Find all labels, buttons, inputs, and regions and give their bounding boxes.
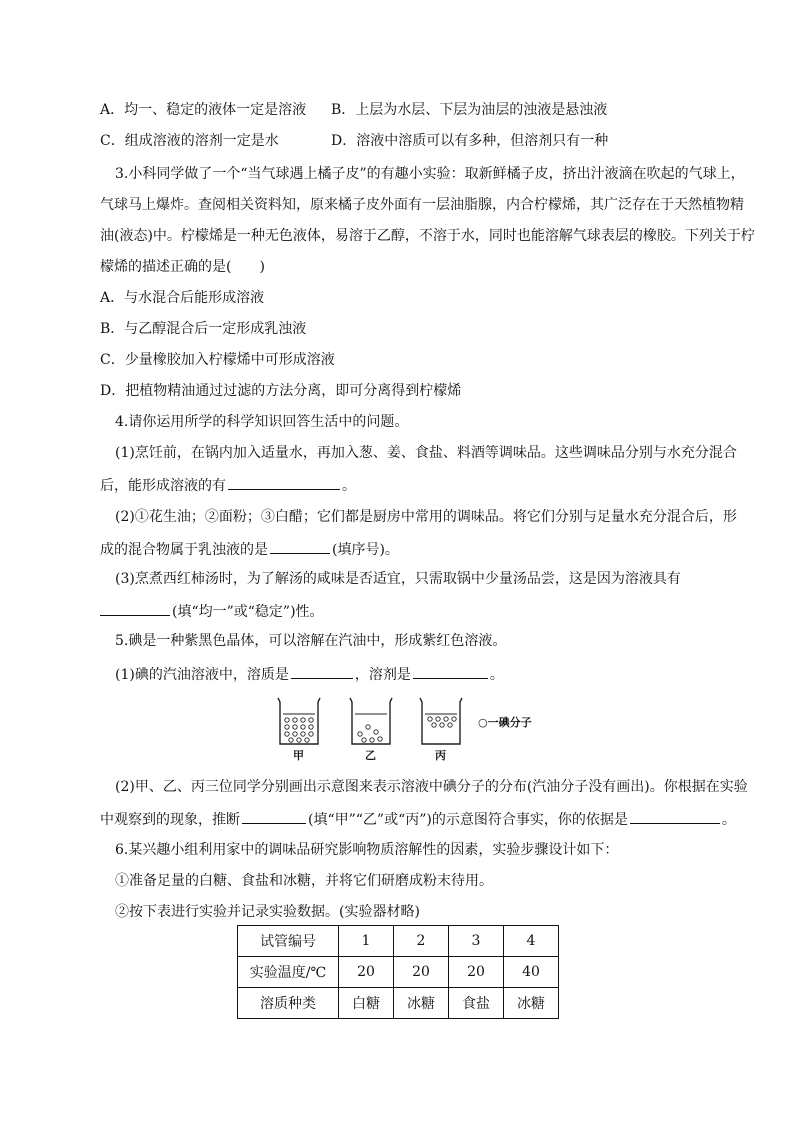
experiment-table xyxy=(237,925,559,1019)
q2-option-c: C．组成溶液的溶剂一定是水 xyxy=(100,133,279,149)
q4-part2-line1: (2)①花生油；②面粉；③白醋；它们都是厨房中常用的调味品。将它们分别与足量水充分混合后，形 xyxy=(115,509,737,525)
q3-stem-line1: 3.小科同学做了一个“当气球遇上橘子皮”的有趣小实验：取新鲜橘子皮，挤出汁液滴在吹起的气球上， xyxy=(115,166,745,182)
q3-option-c: C．少量橡胶加入柠檬烯中可形成溶液 xyxy=(100,352,335,368)
beaker-label-yi: 乙 xyxy=(365,749,376,762)
q2-option-d: D．溶液中溶质可以有多种，但溶剂只有一种 xyxy=(331,133,609,149)
q2-option-a: A．均一、稳定的液体一定是溶液 xyxy=(100,102,307,118)
table-cell: 白糖 xyxy=(339,988,394,1019)
q4-part1-text: 后，能形成溶液的有 xyxy=(100,478,226,494)
q3-stem-line2: 气球马上爆炸。查阅相关资料知，原来橘子皮外面有一层油脂腺，内合柠檬烯，其广泛存在于天然植物精 xyxy=(100,197,744,213)
q5-part2-text: 中观察到的现象，推断 xyxy=(100,812,240,828)
iodine-molecule-legend: ○一碘分子 xyxy=(478,716,532,729)
q5-part1-end: 。 xyxy=(489,667,504,683)
table-cell: 20 xyxy=(449,957,504,988)
q6-step2: ②按下表进行实验并记录实验数据。(实验器材略) xyxy=(115,904,420,920)
table-cell: 食盐 xyxy=(449,988,504,1019)
q5-choice-blank[interactable] xyxy=(242,808,306,824)
iodine-beaker-figure xyxy=(270,692,560,764)
iodine-molecules-bottom xyxy=(358,725,382,742)
q5-stem: 5.碘是一种紫黑色晶体，可以溶解在汽油中，形成紫红色溶液。 xyxy=(115,633,507,649)
q4-part3-line1: (3)烹煮西红柿汤时，为了解汤的咸味是否适宜，只需取锅中少量汤品尝，这是因为溶液具有 xyxy=(115,571,681,587)
q4-part1-line1: (1)烹饪前，在锅内加入适量水，再加入葱、姜、食盐、料酒等调味品。这些调味品分别与水充分混合 xyxy=(115,445,737,461)
q4-part2-end: (填序号)。 xyxy=(332,542,399,558)
table-cell: 20 xyxy=(339,957,394,988)
table-cell: 20 xyxy=(394,957,449,988)
table-cell: 实验温度/℃ xyxy=(238,957,339,988)
table-row xyxy=(238,926,559,957)
table-cell: 3 xyxy=(449,926,504,957)
beaker-label-bing: 丙 xyxy=(435,749,446,762)
q2-option-b: B．上层为水层、下层为油层的浊液是悬浊液 xyxy=(331,102,608,118)
q5-part2-end: 。 xyxy=(721,812,736,828)
table-cell: 冰糖 xyxy=(504,988,559,1019)
iodine-molecules-uniform xyxy=(285,718,313,742)
q4-part1-line2 xyxy=(100,474,356,496)
q5-part2-line2 xyxy=(100,808,736,830)
beaker-label-jia: 甲 xyxy=(293,749,304,762)
table-cell: 40 xyxy=(504,957,559,988)
q4-part1-end: 。 xyxy=(342,478,356,494)
q4-stem: 4.请你运用所学的科学知识回答生活中的问题。 xyxy=(115,414,409,430)
q5-solute-blank[interactable] xyxy=(291,663,353,679)
table-cell: 2 xyxy=(394,926,449,957)
iodine-molecules-top xyxy=(428,717,456,727)
q3-stem-line4: 檬烯的描述正确的是( ) xyxy=(100,259,265,275)
q5-part1-line xyxy=(115,663,504,685)
q3-stem-line3: 油(液态)中。柠檬烯是一种无色液体，易溶于乙醇，不溶于水，同时也能溶解气球表层的橡胶。下列关于柠 xyxy=(100,228,755,244)
q5-part2-mid: (填“甲”“乙”或“丙”)的示意图符合事实，你的依据是 xyxy=(308,812,628,828)
table-cell: 1 xyxy=(339,926,394,957)
q4-part1-blank[interactable] xyxy=(228,474,340,490)
table-cell: 试管编号 xyxy=(238,926,339,957)
q5-part1-mid: ，溶剂是 xyxy=(354,667,411,683)
q4-part2-blank[interactable] xyxy=(270,538,330,554)
q5-part2-line1: (2)甲、乙、丙三位同学分别画出示意图来表示溶液中碘分子的分布(汽油分子没有画出)。你根据在实验 xyxy=(115,779,748,795)
q4-part2-line2 xyxy=(100,538,399,560)
beaker-yi xyxy=(350,698,392,744)
q3-option-a: A．与水混合后能形成溶液 xyxy=(100,290,265,306)
q5-reason-blank[interactable] xyxy=(630,808,720,824)
q5-solvent-blank[interactable] xyxy=(413,663,488,679)
beaker-bing xyxy=(420,698,462,744)
beaker-jia xyxy=(278,698,320,744)
q5-part1-text: (1)碘的汽油溶液中，溶质是 xyxy=(115,667,289,683)
table-cell: 4 xyxy=(504,926,559,957)
q3-option-b: B．与乙醇混合后一定形成乳浊液 xyxy=(100,321,307,337)
q6-step1: ①准备足量的白糖、食盐和冰糖，并将它们研磨成粉末待用。 xyxy=(115,873,493,889)
table-row xyxy=(238,988,559,1019)
q6-stem: 6.某兴趣小组利用家中的调味品研究影响物质溶解性的因素，实验步骤设计如下： xyxy=(115,842,619,858)
q3-option-d: D．把植物精油通过过滤的方法分离，即可分离得到柠檬烯 xyxy=(100,383,462,399)
table-cell: 溶质种类 xyxy=(238,988,339,1019)
q4-part3-blank[interactable] xyxy=(100,600,170,616)
table-row xyxy=(238,957,559,988)
q4-part3-line2 xyxy=(100,600,324,622)
table-cell: 冰糖 xyxy=(394,988,449,1019)
q4-part3-end: (填“均一”或“稳定”)性。 xyxy=(172,604,324,620)
q4-part2-text: 成的混合物属于乳浊液的是 xyxy=(100,542,268,558)
